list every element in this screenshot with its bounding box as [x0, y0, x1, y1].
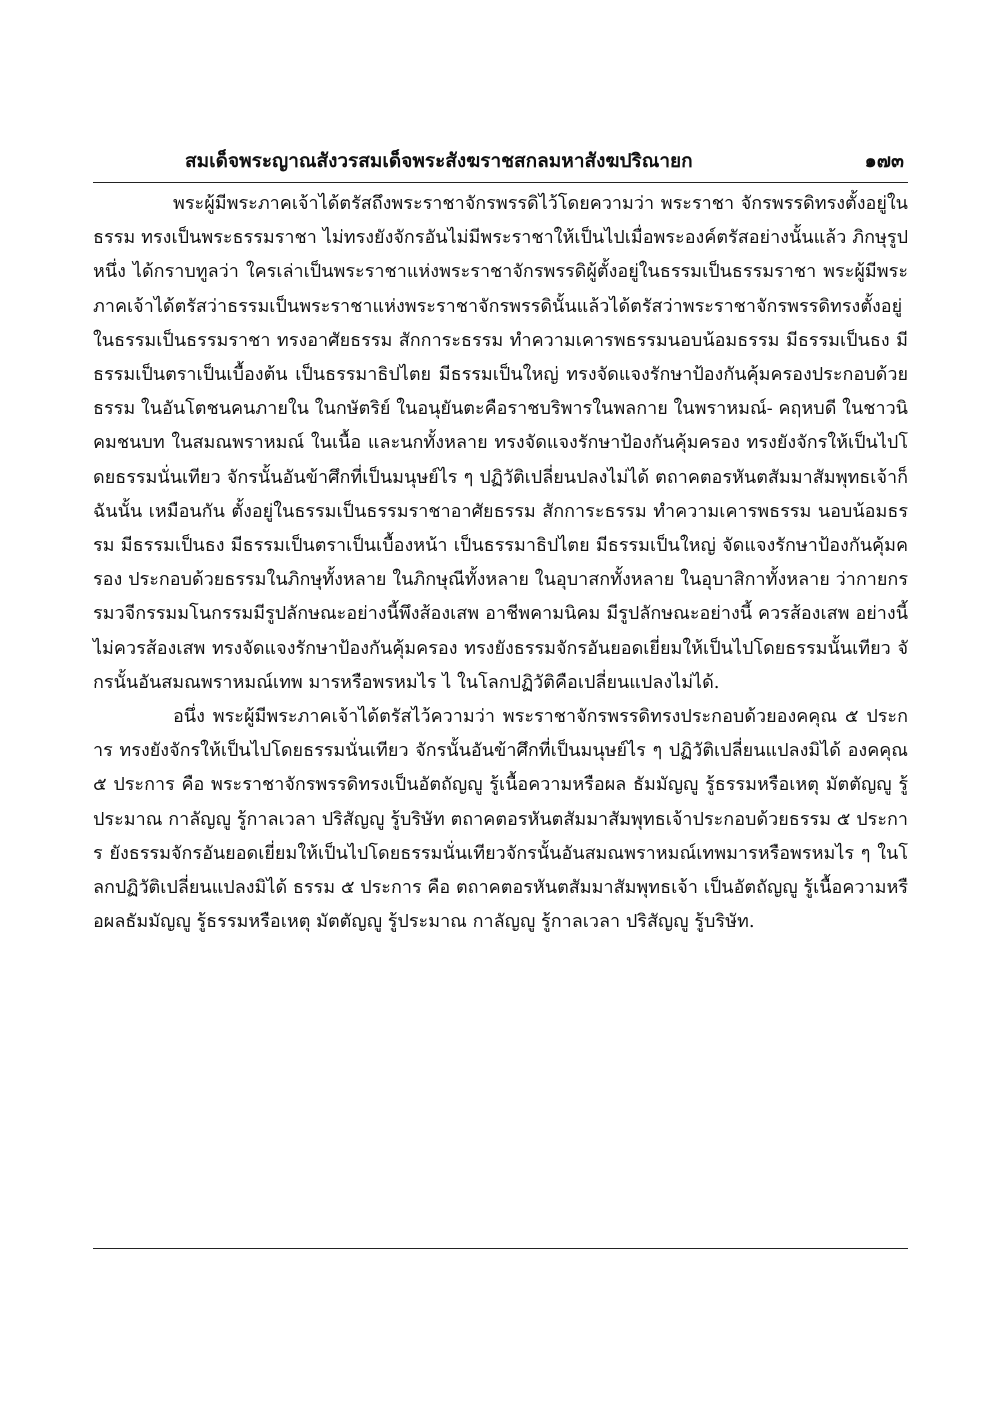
paragraph-1: พระผู้มีพระภาคเจ้าได้ตรัสถึงพระราชาจักรพรรดิไว้โดยความว่า พระราชา จักรพรรดิทรงตั้งอยู่ในธรรม ทรงเป็นพระธรรมราชา ไม่ทรงยังจักรอันไม่มีพระราชาให้เป็นไปเมื่อพระองค์ตรัสอย่างนั้นแล้ว ภิกษุรูปหนึ่ง ได้กราบทูลว่า ใครเล่าเป็นพระราชาแห่งพระราชาจักรพรรดิผู้ตั้งอยู่ในธรรมเป็นธรรมราชา พระผู้มีพระภาคเจ้าได้ตรัสว่าธรรมเป็นพระราชาแห่งพระราชาจักรพรรดินั้นแล้วได้ตรัสว่าพระราชาจักรพรรดิทรงตั้งอยู่ในธรรมเป็นธรรมราชา ทรงอาศัยธรรม สักการะธรรม ทำความเคารพธรรมนอบน้อมธรรม มีธรรมเป็นธง มีธรรมเป็นตราเป็นเบื้องต้น เป็นธรรมาธิปไตย มีธรรมเป็นใหญ่ ทรงจัดแจงรักษาป้องกันคุ้มครองประกอบด้วยธรรม ในอันโตชนคนภายใน ในกษัตริย์ ในอนุยันตะคือราชบริพารในพลกาย ในพราหมณ์- คฤหบดี ในชาวนิคมชนบท ในสมณพราหมณ์ ในเนื้อ และนกทั้งหลาย ทรงจัดแจงรักษาป้องกันคุ้มครอง ทรงยังจักรให้เป็นไปโดยธรรมนั่นเทียว จักรนั้นอันข้าศึกที่เป็นมนุษย์ไร ๆ ปฏิวัติเปลี่ยนปลงไม่ได้ ตถาคตอรหันตสัมมาสัมพุทธเจ้าก็ฉันนั้น เหมือนกัน ตั้งอยู่ในธรรมเป็นธรรมราชาอาศัยธรรม สักการะธรรม ทำความเคารพธรรม นอบน้อมธรรม มีธรรมเป็นธง มีธรรมเป็นตราเป็นเบื้องหน้า เป็นธรรมาธิปไตย มีธรรมเป็นใหญ่ จัดแจงรักษาป้องกันคุ้มครอง ประกอบด้วยธรรมในภิกษุทั้งหลาย ในภิกษุณีทั้งหลาย ในอุบาสกทั้งหลาย ในอุบาสิกาทั้งหลาย ว่ากายกรรมวจีกรรมมโนกรรมมีรูปลักษณะอย่างนี้พึงส้องเสพ อาชีพคามนิคม มีรูปลักษณะอย่างนี้ ควรส้องเสพ อย่างนี้ไม่ควรส้องเสพ ทรงจัดแจงรักษาป้องกันคุ้มครอง ทรงยังธรรมจักรอันยอดเยี่ยมให้เป็นไปโดยธรรมนั้นเทียว จักรนั้นอันสมณพราหมณ์เทพ มารหรือพรหมไร ไ ในโลกปฏิวัติคือเปลี่ยนแปลงไม่ได้. [93, 193, 908, 693]
header-title: สมเด็จพระญาณสังวรสมเด็จพระสังฆราชสกลมหาสังฆปริณายก [185, 150, 693, 172]
header-rule [93, 182, 908, 183]
footer-rule [93, 1248, 908, 1249]
body-text [93, 187, 908, 939]
paragraph-2: อนึ่ง พระผู้มีพระภาคเจ้าได้ตรัสไว้ความว่า พระราชาจักรพรรดิทรงประกอบด้วยองคคุณ ๕ ประการ ทรงยังจักรให้เป็นไปโดยธรรมนั่นเทียว จักรนั้นอันข้าศึกที่เป็นมนุษย์ไร ๆ ปฏิวัติเปลี่ยนแปลงมิได้ องคคุณ ๕ ประการ คือ พระราชาจักรพรรดิทรงเป็นอัตถัญญู รู้เนื้อความหรือผล ธัมมัญญู รู้ธรรมหรือเหตุ มัตตัญญู รู้ประมาณ กาลัญญู รู้กาลเวลา ปริสัญญู รู้บริษัท ตถาคตอรหันตสัมมาสัมพุทธเจ้าประกอบด้วยธรรม ๕ ประการ ยังธรรมจักรอันยอดเยี่ยมให้เป็นไปโดยธรรมนั่นเทียวจักรนั้นอันสมณพราหมณ์เทพมารหรือพรหมไร ๆ ในโลกปฏิวัติเปลี่ยนแปลงมิได้ ธรรม ๕ ประการ คือ ตถาคตอรหันตสัมมาสัมพุทธเจ้า เป็นอัตถัญญู รู้เนื้อความหรือผลธัมมัญญู รู้ธรรมหรือเหตุ มัตตัญญู รู้ประมาณ กาลัญญู รู้กาลเวลา ปริสัญญู รู้บริษัท. [93, 706, 908, 933]
page-number: ๑๗๓ [864, 150, 904, 172]
page-header [93, 146, 908, 180]
